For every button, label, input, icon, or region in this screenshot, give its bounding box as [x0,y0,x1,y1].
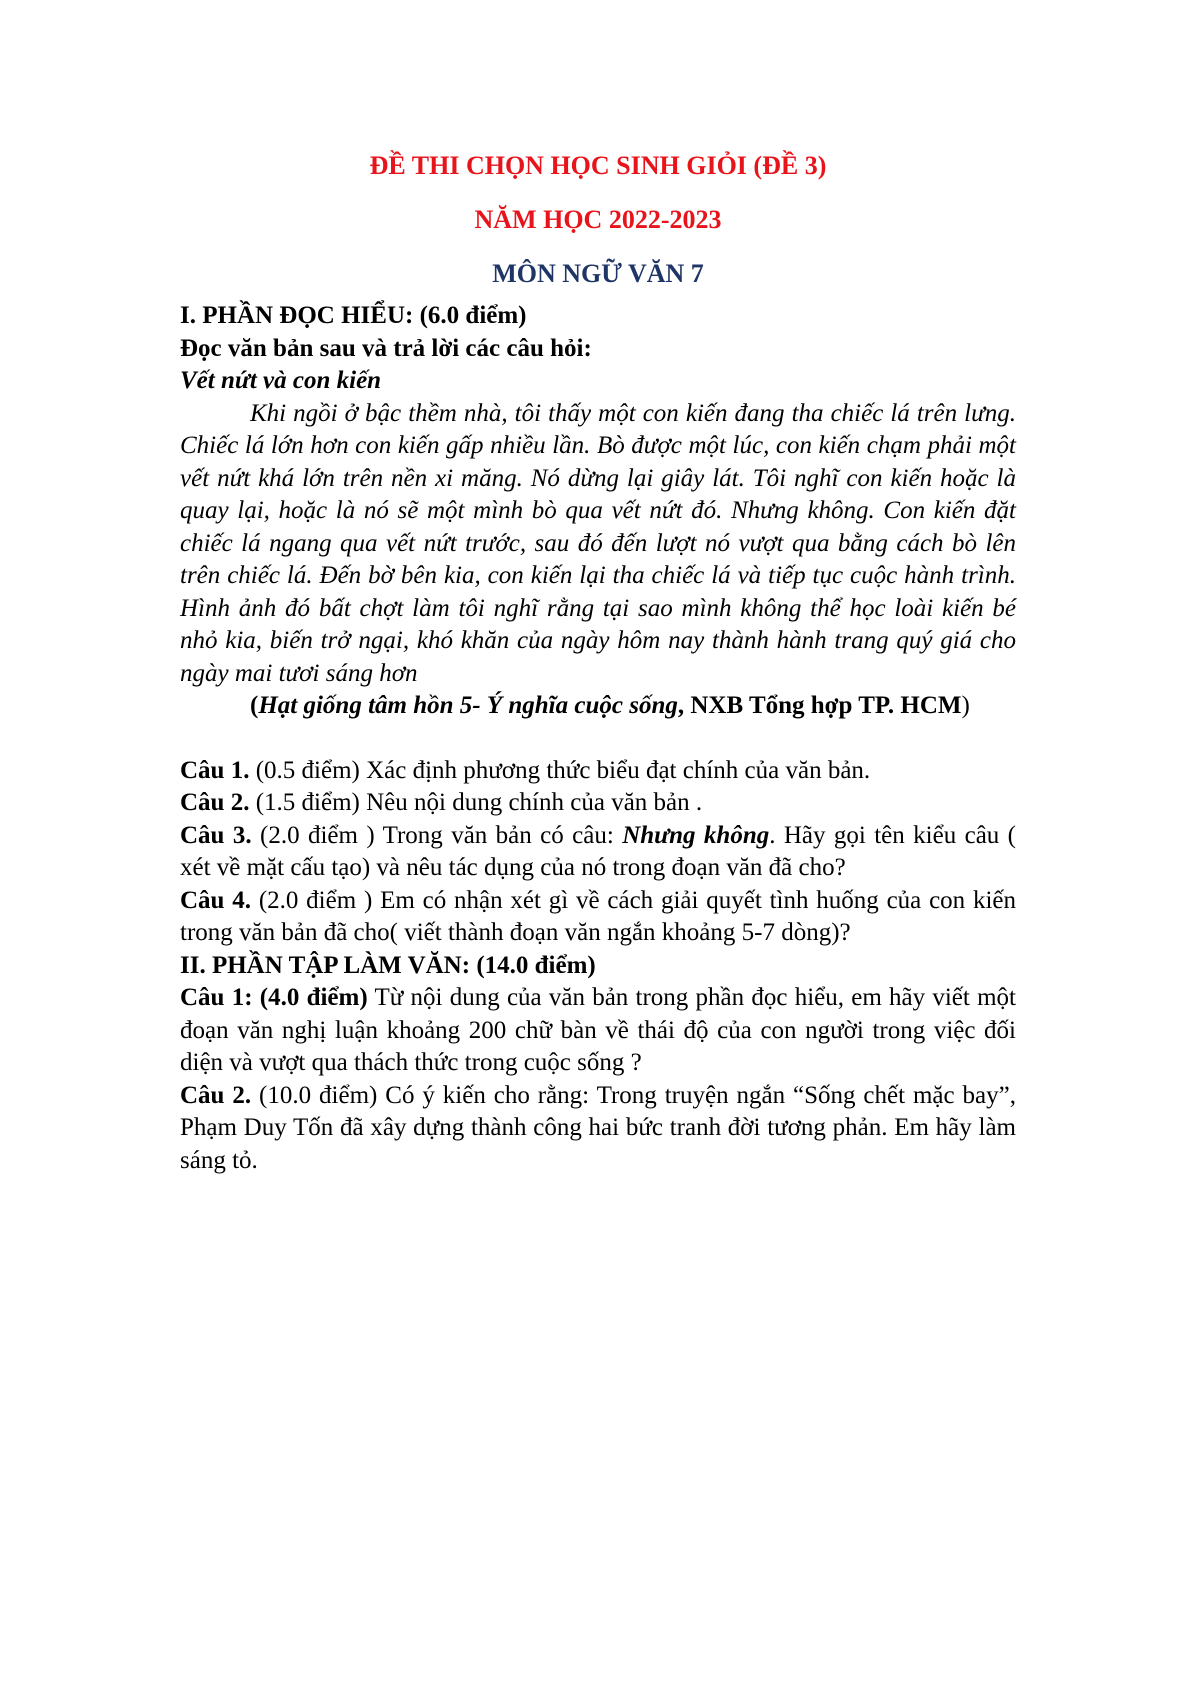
part1-instruction: Đọc văn bản sau và trả lời các câu hỏi: [180,334,592,362]
part1-question-2 [180,787,1016,820]
school-year: NĂM HỌC 2022-2023 [474,205,722,234]
question-text-after: . Hãy gọi tên kiểu câu ( xét về mặt cấu tạo) và nêu tác dụng của nó trong đoạn văn đã cho? [180,821,1017,881]
part2-question-2 [180,1080,1016,1178]
story-title: Vết nứt và con kiến [180,367,382,394]
question-text: (10.0 điểm) Có ý kiến cho rằng: Trong truyện ngắn “Sống chết mặc bay”, Phạm Duy Tốn đã xây dựng thành công hai bức tranh đời tương phản. Em hãy làm sáng tỏ. [180,1081,1016,1174]
question-text: (0.5 điểm) Xác định phương thức biểu đạt chính của văn bản. [249,756,871,784]
question-text: Từ nội dung của văn bản trong phần đọc hiểu, em hãy viết một đoạn văn nghị luận khoảng 200 chữ bàn về thái độ của con người trong việc đối diện và vượt qua thách thức trong cuộc sống ? [180,984,1016,1076]
question-text-before: (2.0 điểm ) Trong văn bản có câu: [251,821,623,849]
subject-title: MÔN NGỮ VĂN 7 [492,259,704,288]
part1-question-3 [180,820,1016,885]
question-label: Câu 1: (4.0 điểm) [180,984,368,1011]
part1-question-1 [180,755,1016,788]
part2-question-1 [180,982,1016,1080]
source-close: ) [961,692,970,719]
question-label: Câu 4. [180,886,252,914]
source-book: Hạt giống tâm hồn 5- Ý nghĩa cuộc sống [258,692,678,719]
source-open: ( [250,692,259,719]
question-text: (2.0 điểm ) Em có nhận xét gì về cách giải quyết tình huống của con kiến trong văn bản đã cho( viết thành đoạn văn ngắn khoảng 5-7 dòng)? [180,886,1016,946]
question-label: Câu 2. [180,789,250,816]
part1-question-4 [180,885,1016,950]
exam-page [180,150,1016,1177]
part1-heading: I. PHẦN ĐỌC HIỂU: (6.0 điểm) [180,302,527,329]
question-label: Câu 3. [180,821,252,849]
source-publisher: , NXB Tổng hợp TP. HCM [677,692,962,719]
question-label: Câu 2. [180,1081,252,1109]
reading-passage: Khi ngồi ở bậc thềm nhà, tôi thấy một con kiến đang tha chiếc lá trên lưng. Chiếc lá lớn hơn con kiến gấp nhiều lần. Bò được một lúc, con kiến chạm phải một vết nứt khá lớn trên nền xi măng. Nó dừng lại giây lát. Tôi nghĩ con kiến hoặc là quay lại, hoặc là nó sẽ một mình bò qua vết nứt đó. Nhưng không. Con kiến đặt chiếc lá ngang qua vết nứt trước, sau đó đến lượt nó vượt qua bằng cách bò lên trên chiếc lá. Đến bờ bên kia, con kiến lại tha chiếc lá và tiếp tục cuộc hành trình. Hình ảnh đó bất chợt làm tôi nghĩ rằng tại sao mình không thể học loài kiến bé nhỏ kia, biến trở ngại, khó khăn của ngày hôm nay thành hành trang quý giá cho ngày mai tươi sáng hơn [180,399,1016,687]
part2-heading: II. PHẦN TẬP LÀM VĂN: (14.0 điểm) [180,951,596,979]
question-text: (1.5 điểm) Nêu nội dung chính của văn bản . [249,789,703,816]
question-quote: Nhưng không [622,821,770,849]
passage-source [180,690,1016,723]
exam-title: ĐỀ THI CHỌN HỌC SINH GIỎI (ĐỀ 3) [369,151,827,180]
question-label: Câu 1. [180,756,250,784]
